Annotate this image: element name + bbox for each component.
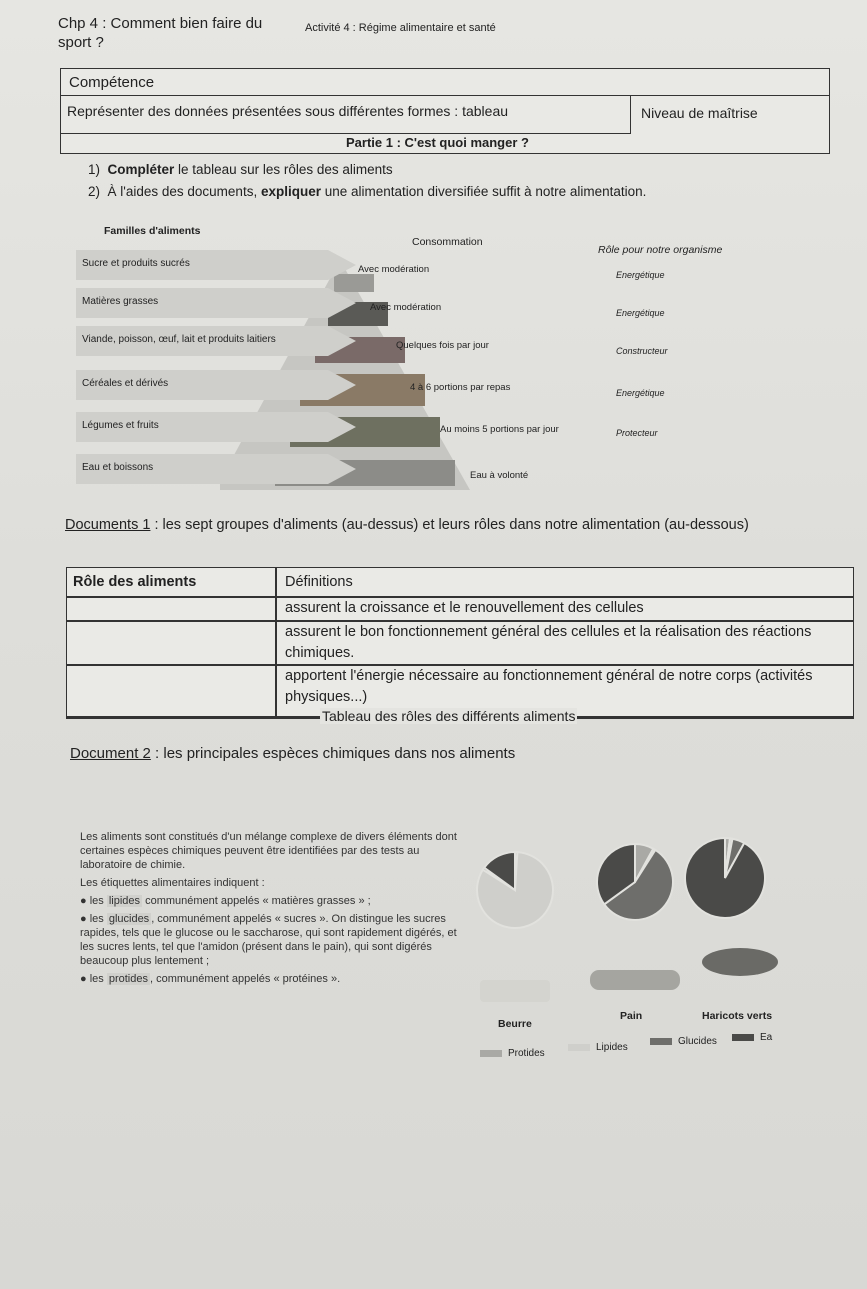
definition-3: apportent l'énergie nécessaire au fonctionnement général de notre corps (activités physiques...) (285, 668, 813, 705)
bullet-pre: les (89, 913, 107, 925)
bullet-text: communément appelés « matières grasses » ; (142, 895, 371, 907)
table-divider (275, 568, 277, 718)
consommation-5: Au moins 5 portions par jour (440, 424, 559, 435)
legend-glucides (650, 1036, 717, 1047)
pie-slice-haricots-verts-eau (685, 838, 765, 918)
role-answer-field-2[interactable] (67, 622, 273, 662)
document-2-intro: Les aliments sont constitués d'un mélange complexe de divers éléments dont certaines espèces chimiques peuvent être identifiées par des tests au laboratoire de chimie. (80, 831, 457, 871)
question-1 (88, 162, 393, 177)
family-row-1 (76, 250, 316, 280)
legend-text: Ea (760, 1032, 773, 1043)
legend-swatch (732, 1034, 754, 1041)
legend-text: Lipides (596, 1042, 628, 1053)
definition-1: assurent la croissance et le renouvellement des cellules (285, 600, 644, 616)
butter-illustration (480, 980, 550, 1002)
role-5: Protecteur (616, 428, 658, 438)
document-2-text (80, 830, 460, 990)
question-2-verb: expliquer (260, 184, 321, 199)
roles-table-caption: Tableau des rôles des différents aliments (322, 708, 576, 724)
legend-protides (480, 1048, 545, 1059)
pie-label-haricots: Haricots verts (702, 1010, 773, 1022)
family-label: Légumes et fruits (82, 420, 159, 431)
family-label: Eau et boissons (82, 462, 154, 473)
consommation-heading: Consommation (412, 236, 483, 248)
bullet-protides: ● les protides , communément appelés « protéines ». (80, 973, 341, 985)
family-row-3 (76, 326, 316, 356)
bullet-pre: les (89, 973, 107, 985)
consommation-2: Avec modération (370, 302, 442, 313)
legend-text: Protides (508, 1048, 545, 1059)
document-1-caption (65, 515, 845, 536)
activity-title: Activité 4 : Régime alimentaire et santé (305, 22, 496, 34)
food-pyramid-figure (70, 222, 770, 497)
role-answer-field-3[interactable] (67, 666, 273, 714)
bread-illustration (590, 970, 680, 990)
competence-text: Représenter des données présentées sous différentes formes : tableau (67, 103, 509, 119)
consommation-1: Avec modération (358, 264, 430, 275)
table-head-role: Rôle des aliments (73, 574, 197, 590)
consommation-6: Eau à volonté (470, 470, 529, 481)
highlight-lipides: lipides (108, 895, 141, 907)
family-label: Céréales et dérivés (82, 378, 169, 389)
family-row-4 (76, 370, 316, 400)
role-answer-field-1[interactable] (67, 598, 273, 618)
question-2 (88, 184, 646, 199)
pie-label-beurre: Beurre (498, 1018, 532, 1030)
family-label: Viande, poisson, œuf, lait et produits laitiers (82, 334, 276, 345)
family-row-5 (76, 412, 316, 442)
competence-row (61, 96, 631, 134)
competence-table (60, 68, 830, 154)
family-label: Sucre et produits sucrés (82, 258, 190, 269)
document-2-title (70, 745, 515, 762)
roles-table (66, 567, 854, 719)
family-row-6 (76, 454, 316, 484)
question-1-number: 1) (88, 162, 101, 177)
role-1: Energétique (616, 270, 665, 280)
legend-text: Glucides (678, 1036, 717, 1047)
family-row-2 (76, 288, 316, 318)
legend-swatch (480, 1050, 502, 1057)
role-heading: Rôle pour notre organisme (598, 244, 723, 256)
families-heading: Familles d'aliments (104, 225, 201, 237)
document-2-labels-intro: Les étiquettes alimentaires indiquent : (80, 877, 265, 889)
pie-charts-svg (470, 830, 800, 1010)
chapter-title: Chp 4 : Comment bien faire du sport ? (58, 15, 263, 51)
pie-label-pain: Pain (620, 1010, 643, 1022)
document-1-caption-text: : les sept groupes d'aliments (au-dessus) et leurs rôles dans notre alimentation (au-dessous) (150, 517, 749, 533)
question-2-number: 2) (88, 184, 101, 199)
question-1-text: le tableau sur les rôles des aliments (174, 162, 393, 177)
bullet-text: , communément appelés « sucres ». On distingue les sucres rapides, tels que le glucose ou le saccharose, qui sont rapidement digérés, et les sucres lents, tel que l'amidon (présent dans le pain), qui sont digérés beaucoup plus lentement ; (80, 913, 457, 967)
definition-2: assurent le bon fonctionnement général des cellules et la réalisation des réactions chimiques. (285, 624, 812, 661)
consommation-3: Quelques fois par jour (396, 340, 489, 351)
legend-lipides (568, 1042, 628, 1053)
green-beans-illustration (702, 948, 778, 976)
competence-header-row (61, 69, 829, 96)
part-title: Partie 1 : C'est quoi manger ? (346, 135, 529, 150)
question-2-pre: À l'aides des documents, (107, 184, 261, 199)
bullet-text: , communément appelés « protéines ». (149, 973, 341, 985)
role-3: Constructeur (616, 346, 668, 356)
pyramid-layer-sugar (334, 274, 374, 292)
document-2-title-text: : les principales espèces chimiques dans nos aliments (150, 745, 516, 762)
highlight-protides: protides (108, 973, 148, 985)
legend-eau (732, 1032, 772, 1043)
table-head-definition: Définitions (285, 574, 353, 590)
question-1-verb: Compléter (107, 162, 175, 177)
highlight-glucides: glucides (108, 913, 150, 925)
bullet-lipides: ● les lipides communément appelés « matières grasses » ; (80, 895, 371, 907)
competence-label: Compétence (69, 74, 155, 91)
consommation-4: 4 à 6 portions par repas (410, 382, 511, 393)
document-1-caption-title: Documents 1 (65, 517, 151, 533)
composition-pie-charts (470, 830, 800, 1070)
document-2-title-label: Document 2 (70, 745, 151, 762)
role-4: Energétique (616, 388, 665, 398)
legend-swatch (568, 1044, 590, 1051)
mastery-level-label: Niveau de maîtrise (641, 105, 758, 121)
legend-swatch (650, 1038, 672, 1045)
bullet-pre: les (89, 895, 107, 907)
role-2: Energétique (616, 308, 665, 318)
question-2-text: une alimentation diversifiée suffit à notre alimentation. (320, 184, 647, 199)
family-label: Matières grasses (82, 296, 159, 307)
bullet-glucides: ● les glucides , communément appelés « sucres ». On distingue les sucres rapides, tels que le glucose ou le saccharose, qui sont rapidement digérés, et les sucres lents, tel que l'amidon (présent dans le pain), qui sont digérés beaucoup plus lentement ; (80, 913, 457, 967)
